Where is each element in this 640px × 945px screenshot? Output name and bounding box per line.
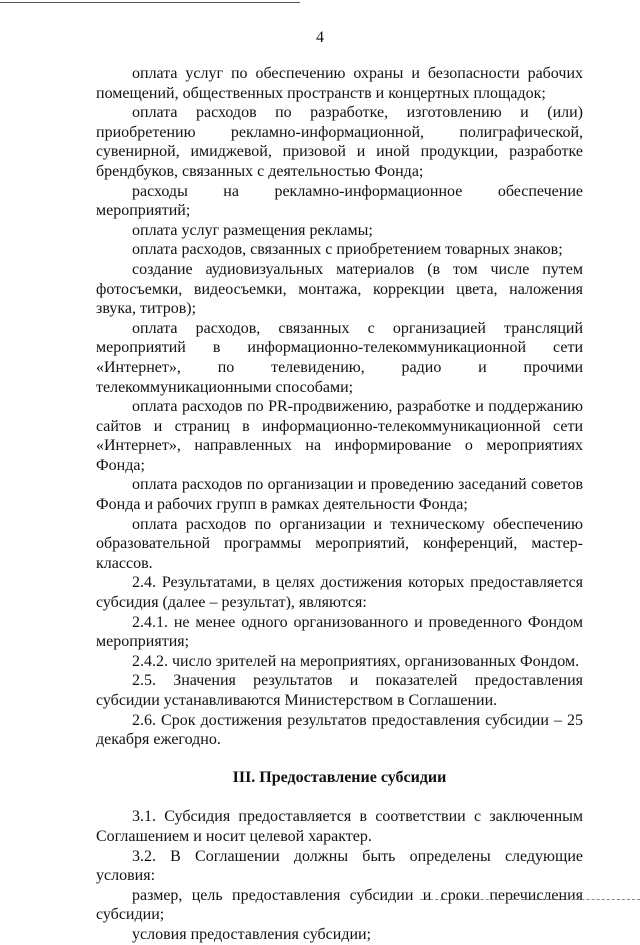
paragraph: создание аудиовизуальных материалов (в том числе путем фотосъемки, видеосъемки, монтажа, коррекции цвета, наложения звука, титров); [96,260,583,318]
bottom-scan-rule [420,899,640,900]
paragraph: 3.1. Субсидия предоставляется в соответствии с заключенным Соглашением и носит целевой характер. [96,808,583,845]
paragraph: оплата расходов по организации и техническому обеспечению образовательной программы мероприятий, конференций, мастер-классов. [96,515,583,572]
paragraph: оплата услуг по обеспечению охраны и безопасности рабочих помещений, общественных пространств и концертных площадок; [96,65,583,102]
paragraph: 3.2. В Соглашении должны быть определены следующие условия: [96,847,583,885]
paragraph: оплата услуг размещения рекламы; [132,221,373,239]
page-number: 4 [316,29,324,46]
document-body [96,64,583,945]
paragraph: 2.4. Результатами, в целях достижения которых предоставляется субсидия (далее – результат), являются: [96,574,583,612]
paragraph: оплата расходов по PR-продвижению, разработке и поддержанию сайтов и страниц в информационно-телекоммуникационной сети «Интернет», направленных на информирование о мероприятиях Фонда; [96,398,583,474]
paragraph: 2.4.1. не менее одного организованного и проведенного Фондом мероприятия; [96,613,583,651]
paragraph: условия предоставления субсидии; [132,925,372,943]
paragraph: 2.5. Значения результатов и показателей предоставления субсидии устанавливаются Министерством в Соглашении. [96,672,583,709]
paragraph: размер, цель предоставления субсидии и сроки перечисления субсидии; [96,886,583,924]
paragraph: оплата расходов по организации и проведению заседаний советов Фонда и рабочих групп в рамках деятельности Фонда; [96,476,583,514]
paragraph: оплата расходов, связанных с приобретением товарных знаков; [132,241,563,259]
paragraph: расходы на рекламно-информационное обеспечение мероприятий; [96,182,583,220]
paragraph: 2.4.2. число зрителей на мероприятиях, организованных Фондом. [132,652,580,670]
paragraph: 2.6. Срок достижения результатов предоставления субсидии – 25 декабря ежегодно. [96,711,583,749]
paragraph: оплата расходов по разработке, изготовлению и (или) приобретению рекламно-информационной, полиграфической, сувенирной, имиджевой, призовой и иной продукции, разработке брендбуков, связанных с деятельностью Фонда; [96,104,583,180]
paragraph: оплата расходов, связанных с организацией трансляций мероприятий в информационно-телекоммуникационной сети «Интернет», по телевидению, радио и прочими телекоммуникационными способами; [96,319,583,396]
section-heading: III. Предоставление субсидии [232,768,447,786]
top-scan-rule [0,2,300,3]
